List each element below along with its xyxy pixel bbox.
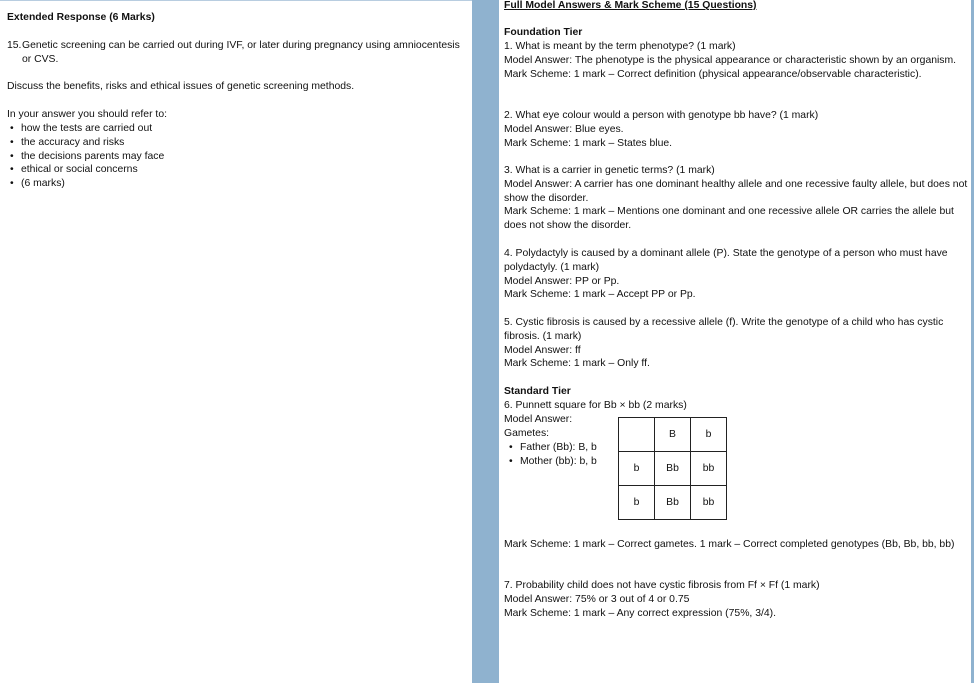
punnett-col-header: B (655, 418, 691, 452)
left-page (0, 0, 472, 683)
model-answer: Model Answer: The phenotype is the physical appearance or characteristic shown by an organism. (504, 54, 957, 66)
right-page (499, 0, 971, 683)
gamete-item: • Mother (bb): b, b (506, 455, 970, 469)
question-6-text: 6. Punnett square for Bb × bb (2 marks) (504, 400, 687, 411)
question-6-answer-label: Model Answer: (504, 414, 573, 425)
foundation-tier-heading: Foundation Tier (504, 27, 583, 38)
question-text: 2. What eye colour would a person with genotype bb have? (1 mark) (504, 110, 819, 121)
punnett-cell: Bb (655, 452, 691, 486)
punnett-cell: Bb (655, 486, 691, 520)
gamete-item: • Father (Bb): B, b (506, 441, 970, 455)
model-answer: Model Answer: PP or Pp. (504, 275, 620, 287)
question-15-text: Genetic screening can be carried out during IVF, or later during pregnancy using amniocentesis or CVS. (22, 40, 460, 65)
question-text: 4. Polydactyly is caused by a dominant allele (P). State the genotype of a person who must have polydactyly. (1 mark) (504, 248, 948, 273)
punnett-col-header: b (691, 418, 727, 452)
punnett-cell: bb (691, 452, 727, 486)
discuss-instruction: Discuss the benefits, risks and ethical issues of genetic screening methods. (7, 81, 355, 92)
question-3-block (504, 164, 968, 233)
question-15 (7, 39, 467, 67)
bullet-item: • (6 marks) (7, 177, 467, 191)
standard-tier-heading: Standard Tier (504, 386, 571, 397)
mark-scheme: Mark Scheme: 1 mark – Mentions one dominant and one recessive allele OR carries the allele but does not show the disorder. (504, 206, 954, 232)
gametes-label: Gametes: (504, 428, 550, 439)
question-7-block (504, 579, 968, 620)
question-text: 3. What is a carrier in genetic terms? (1 mark) (504, 165, 715, 176)
mark-scheme: Mark Scheme: 1 mark – Only ff. (504, 358, 650, 370)
question-15-number: 15. (7, 40, 22, 51)
punnett-square (618, 417, 727, 520)
bullet-item: • ethical or social concerns (7, 163, 467, 177)
model-answer: Model Answer: ff (504, 344, 581, 356)
question-text: 7. Probability child does not have cystic fibrosis from Ff × Ff (1 mark) (504, 580, 820, 591)
question-1-block (504, 40, 968, 81)
mark-scheme: Mark Scheme: 1 mark – Any correct expression (75%, 3/4). (504, 607, 776, 619)
question-4-block (504, 247, 968, 302)
gametes-list (506, 441, 970, 469)
bullet-item: • the accuracy and risks (7, 136, 467, 150)
refer-intro: In your answer you should refer to: (7, 109, 167, 120)
mark-scheme: Mark Scheme: 1 mark – Correct definition (physical appearance/observable characteristic). (504, 68, 922, 80)
bullet-item: • how the tests are carried out (7, 122, 467, 136)
model-answer: Model Answer: 75% or 3 out of 4 or 0.75 (504, 593, 690, 605)
model-answer: Model Answer: Blue eyes. (504, 123, 624, 135)
bullet-item: • the decisions parents may face (7, 150, 467, 164)
punnett-row-header: b (619, 486, 655, 520)
model-answer: Model Answer: A carrier has one dominant healthy allele and one recessive faulty allele, but does not show the disorder. (504, 178, 968, 204)
mark-scheme: Mark Scheme: 1 mark – Accept PP or Pp. (504, 289, 696, 301)
punnett-corner (619, 418, 655, 452)
punnett-row-header: b (619, 452, 655, 486)
punnett-cell: bb (691, 486, 727, 520)
question-6-mark-scheme: Mark Scheme: 1 mark – Correct gametes. 1 mark – Correct completed genotypes (Bb, Bb, bb, bb) (504, 539, 955, 550)
question-text: 1. What is meant by the term phenotype? (1 mark) (504, 41, 736, 52)
question-text: 5. Cystic fibrosis is caused by a recessive allele (f). Write the genotype of a child who has cystic fibrosis. (1 mark) (504, 317, 944, 342)
mark-scheme: Mark Scheme: 1 mark – States blue. (504, 137, 673, 149)
question-2-block (504, 109, 968, 150)
extended-response-heading: Extended Response (6 Marks) (7, 12, 155, 23)
answers-title: Full Model Answers & Mark Scheme (15 Questions) (504, 0, 757, 11)
question-5-block (504, 316, 968, 371)
refer-bullet-list (7, 122, 467, 191)
